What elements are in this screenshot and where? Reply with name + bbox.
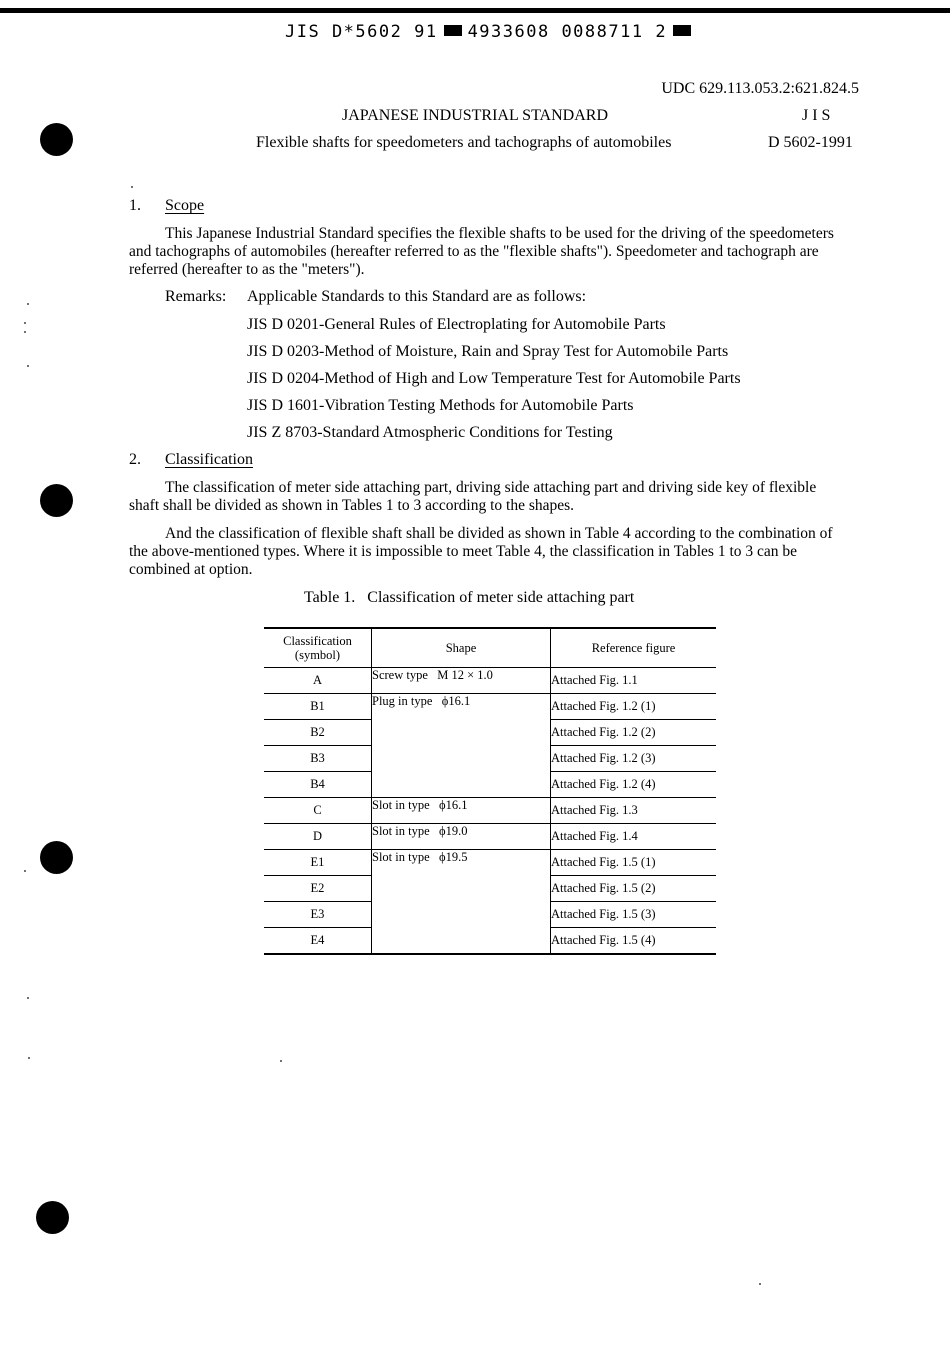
scan-speck xyxy=(24,322,26,324)
figure-cell: Attached Fig. 1.4 xyxy=(551,824,717,850)
symbol-cell: B1 xyxy=(264,694,372,720)
section-2-para-1: The classification of meter side attaching part, driving side attaching part and driving side key of flexible shaft shall be divided as shown in Tables 1 to 3 according to the shapes. xyxy=(129,479,817,514)
punch-hole xyxy=(40,123,73,156)
classification-table xyxy=(264,627,716,955)
section-2-number: 2. xyxy=(129,451,141,468)
punch-hole xyxy=(40,841,73,874)
table-row xyxy=(264,668,716,694)
scan-speck xyxy=(131,186,133,188)
symbol-cell: B4 xyxy=(264,772,372,798)
section-1-body: This Japanese Industrial Standard specifies the flexible shafts to be used for the driving of the speedometers and tachographs of automobiles (hereafter referred to as the "flexible shafts"). Speedometer and tachograph are referred (hereafter to as the "meters"). xyxy=(129,225,834,278)
symbol-cell: C xyxy=(264,798,372,824)
reference-item: JIS D 0204-Method of High and Low Temperature Test for Automobile Parts xyxy=(247,370,741,387)
figure-cell: Attached Fig. 1.5 (2) xyxy=(551,876,717,902)
symbol-cell: E4 xyxy=(264,928,372,955)
scan-header-code xyxy=(285,22,697,42)
symbol-cell: D xyxy=(264,824,372,850)
shape-cell: Slot in type ϕ16.1 xyxy=(372,798,551,824)
scan-speck xyxy=(280,1060,282,1062)
black-block-icon xyxy=(444,25,462,36)
symbol-cell: A xyxy=(264,668,372,694)
scan-top-border xyxy=(0,8,950,13)
standard-number: D 5602-1991 xyxy=(768,134,853,151)
scan-speck xyxy=(24,331,26,333)
scan-speck xyxy=(27,303,29,305)
section-1-number: 1. xyxy=(129,197,141,214)
figure-cell: Attached Fig. 1.5 (1) xyxy=(551,850,717,876)
figure-cell: Attached Fig. 1.3 xyxy=(551,798,717,824)
scan-speck xyxy=(27,365,29,367)
scan-code-right: 4933608 0088711 2 xyxy=(467,22,668,42)
figure-cell: Attached Fig. 1.2 (1) xyxy=(551,694,717,720)
symbol-cell: E2 xyxy=(264,876,372,902)
symbol-cell: E3 xyxy=(264,902,372,928)
udc-number: UDC 629.113.053.2:621.824.5 xyxy=(661,80,859,97)
symbol-cell: B3 xyxy=(264,746,372,772)
header-classification: Classification (symbol) xyxy=(264,628,372,668)
standard-name: JAPANESE INDUSTRIAL STANDARD xyxy=(342,107,608,124)
punch-hole xyxy=(40,484,73,517)
punch-hole xyxy=(36,1201,69,1234)
figure-cell: Attached Fig. 1.5 (3) xyxy=(551,902,717,928)
table-row xyxy=(264,694,716,720)
figure-cell: Attached Fig. 1.2 (2) xyxy=(551,720,717,746)
header-reference-figure: Reference figure xyxy=(551,628,717,668)
remarks-text: Applicable Standards to this Standard are as follows: xyxy=(247,288,587,305)
scan-speck xyxy=(27,997,29,999)
symbol-cell: E1 xyxy=(264,850,372,876)
table-row xyxy=(264,824,716,850)
reference-item: JIS D 1601-Vibration Testing Methods for Automobile Parts xyxy=(247,397,634,414)
shape-cell: Slot in type ϕ19.0 xyxy=(372,824,551,850)
black-block-icon xyxy=(673,25,691,36)
table-row xyxy=(264,850,716,876)
section-1-title: Scope xyxy=(165,197,205,214)
figure-cell: Attached Fig. 1.5 (4) xyxy=(551,928,717,955)
scan-speck xyxy=(24,870,26,872)
section-2-para-2: And the classification of flexible shaft shall be divided as shown in Table 4 according to the combination of the above-mentioned types. Where it is impossible to meet Table 4, the classification in Tables 1 to 3 can be combined at option. xyxy=(129,525,833,578)
figure-cell: Attached Fig. 1.2 (4) xyxy=(551,772,717,798)
reference-item: JIS Z 8703-Standard Atmospheric Conditions for Testing xyxy=(247,424,613,441)
shape-cell: Slot in type ϕ19.5 xyxy=(372,850,551,955)
section-2-title: Classification xyxy=(165,451,253,468)
jis-mark: J I S xyxy=(802,107,831,124)
document-title: Flexible shafts for speedometers and tachographs of automobiles xyxy=(256,134,672,151)
scan-speck xyxy=(28,1057,30,1059)
scan-code-left: JIS D*5602 91 xyxy=(285,22,438,42)
figure-cell: Attached Fig. 1.2 (3) xyxy=(551,746,717,772)
reference-item: JIS D 0201-General Rules of Electroplating for Automobile Parts xyxy=(247,316,666,333)
table-header-row xyxy=(264,628,716,668)
scan-speck xyxy=(759,1283,761,1285)
table-1-caption: Table 1. Classification of meter side attaching part xyxy=(304,589,635,606)
symbol-cell: B2 xyxy=(264,720,372,746)
shape-cell: Plug in type ϕ16.1 xyxy=(372,694,551,798)
figure-cell: Attached Fig. 1.1 xyxy=(551,668,717,694)
remarks-label: Remarks: xyxy=(165,288,227,305)
table-row xyxy=(264,798,716,824)
reference-item: JIS D 0203-Method of Moisture, Rain and Spray Test for Automobile Parts xyxy=(247,343,729,360)
shape-cell: Screw type M 12 × 1.0 xyxy=(372,668,551,694)
header-shape: Shape xyxy=(372,628,551,668)
